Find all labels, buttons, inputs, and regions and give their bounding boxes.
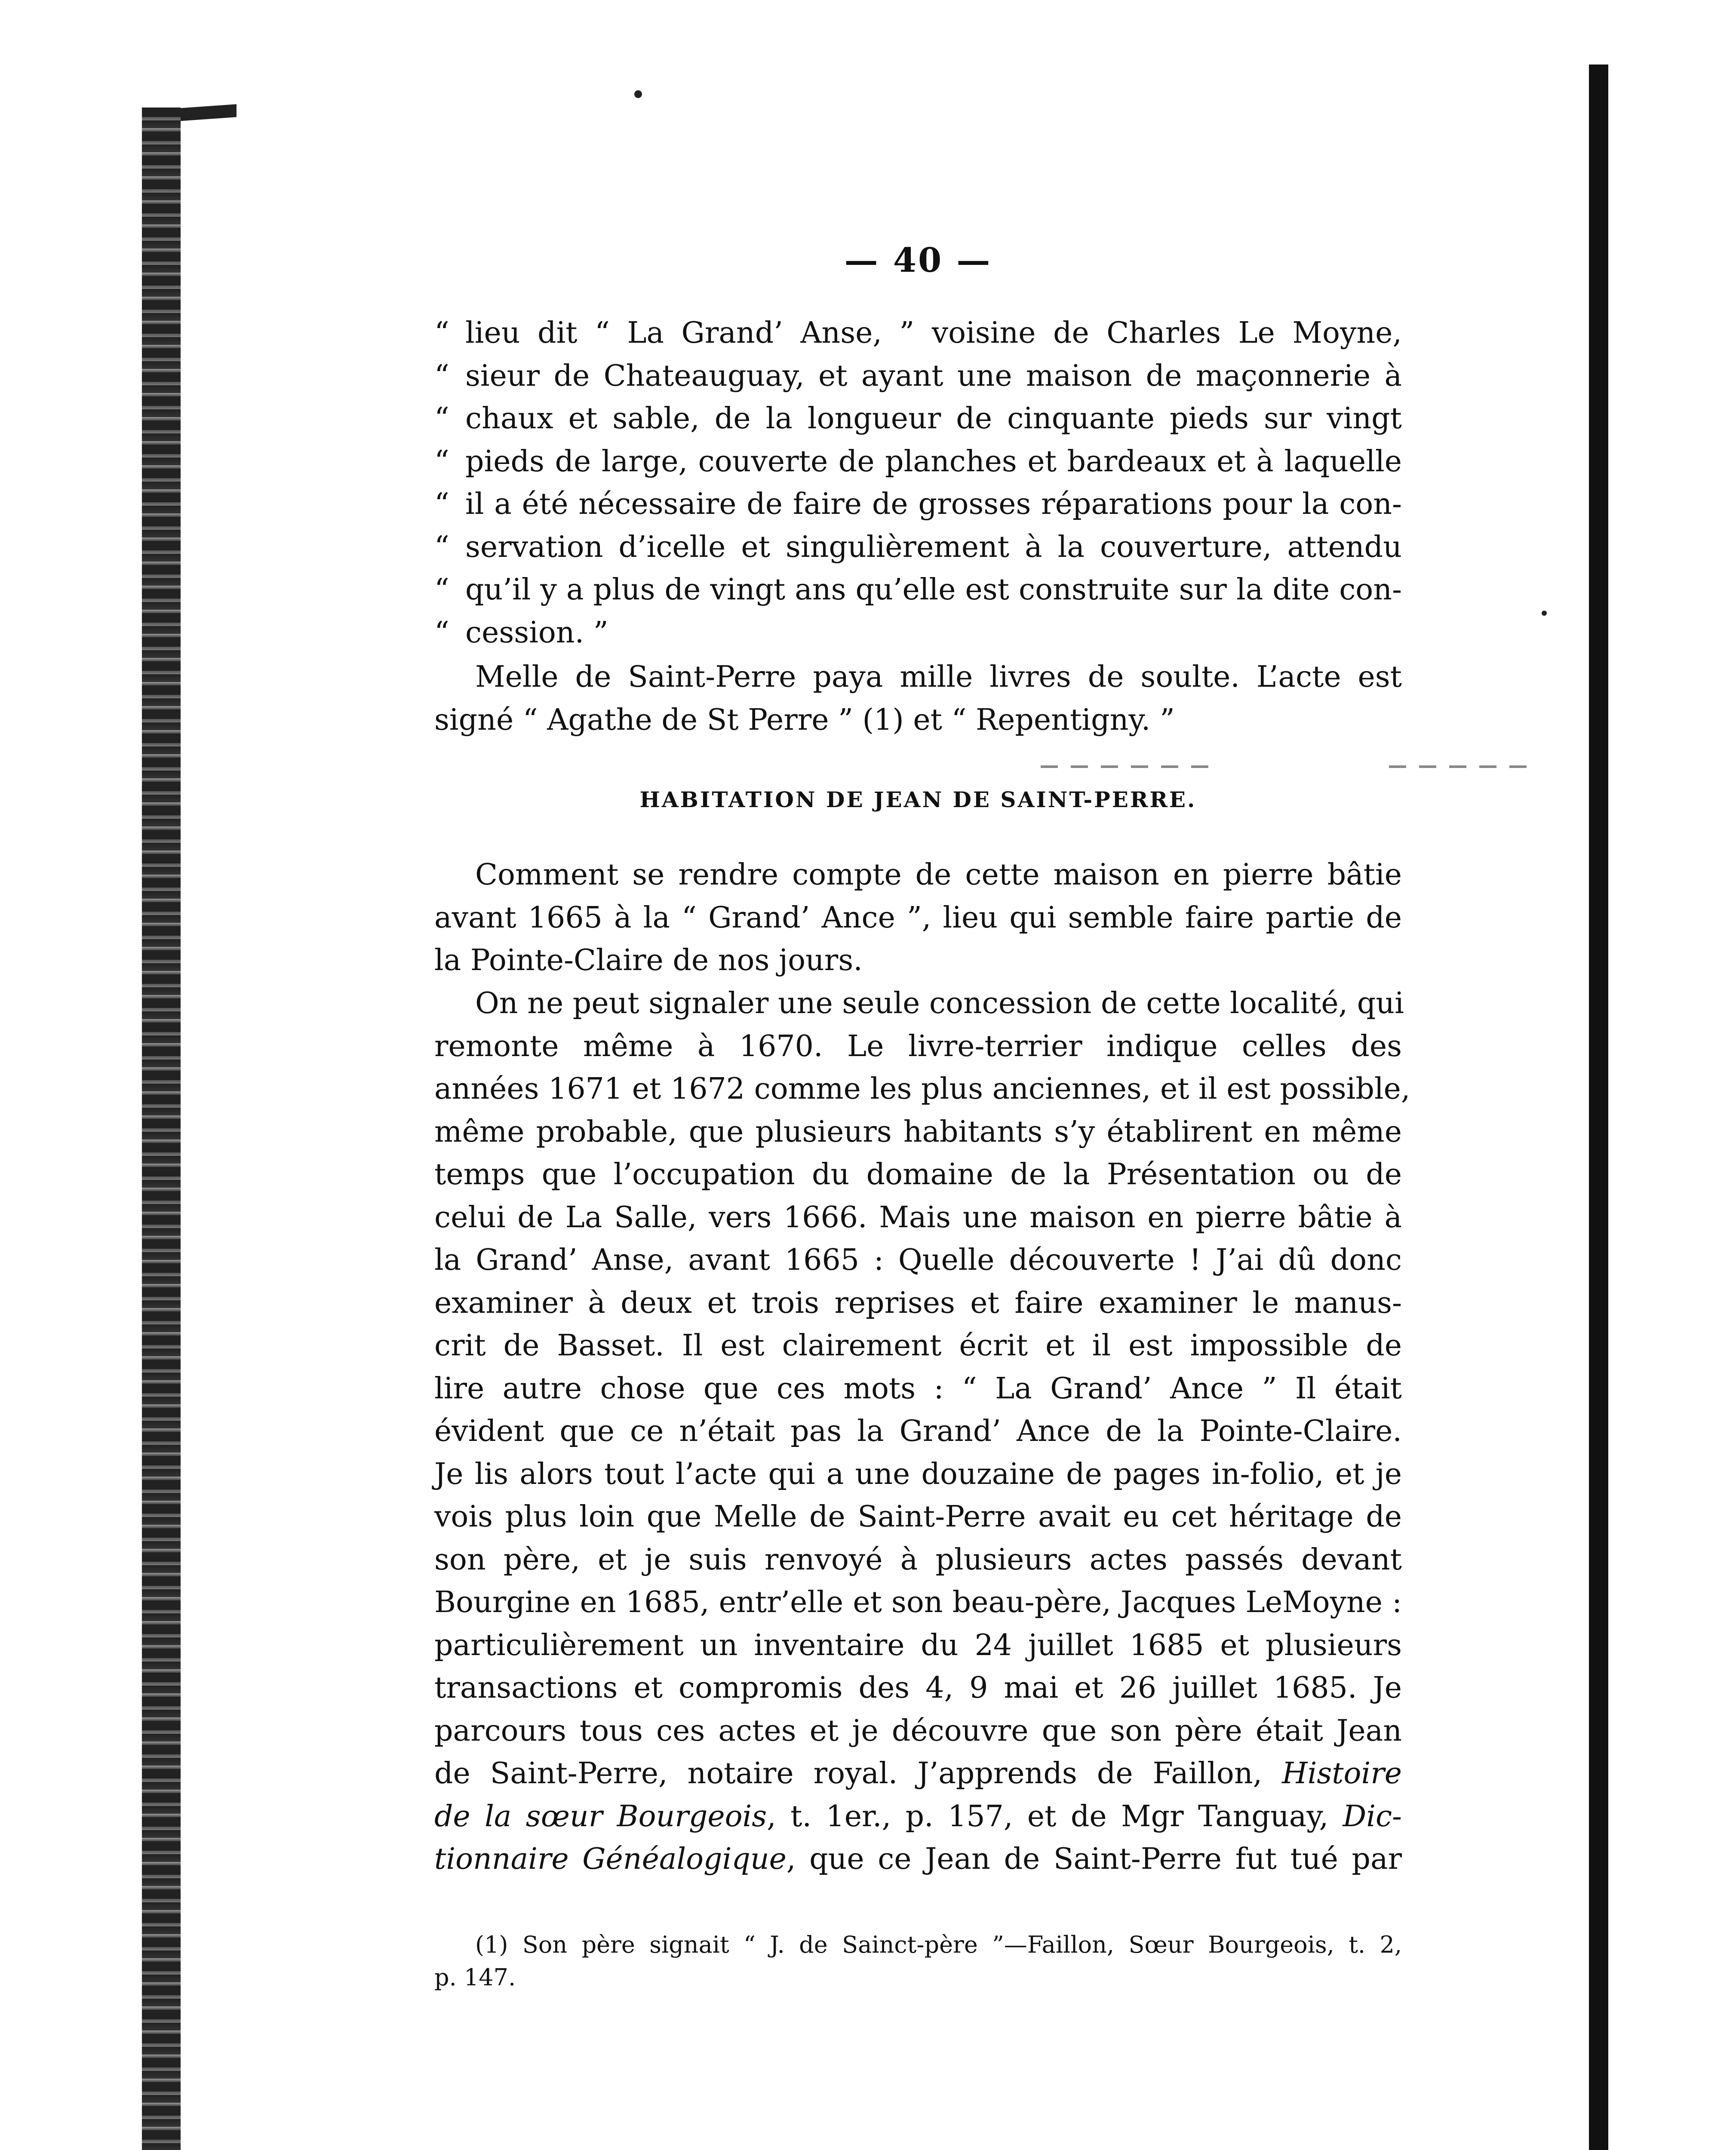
paragraph-line: crit de Basset. Il est clairement écrit et il est impossible de — [434, 1329, 1402, 1363]
book-title-italic: tionnaire Généalogique — [434, 1842, 787, 1876]
paragraph-line: évident que ce n’était pas la Grand’ Ance de la Pointe-Claire. — [434, 1414, 1402, 1448]
quote-line: “ servation d’icelle et singulièrement à la couverture, attendu — [434, 530, 1402, 564]
quote-line: “ pieds de large, couverte de planches et bardeaux et à laquelle — [434, 444, 1402, 479]
scan-faint-rule — [1041, 765, 1221, 768]
quote-line: “ cession. ” — [434, 615, 608, 650]
book-title-italic: Dic- — [1343, 1799, 1402, 1834]
paragraph-line: années 1671 et 1672 comme les plus anciennes, et il est possible, — [434, 1072, 1410, 1106]
paragraph-line: de la sœur Bourgeois, t. 1er., p. 157, et de Mgr Tanguay, Dic- — [434, 1799, 1402, 1834]
paragraph-line: transactions et compromis des 4, 9 mai et 26 juillet 1685. Je — [434, 1671, 1402, 1705]
footnote-line: (1) Son père signait “ J. de Sainct-père ”—Faillon, Sœur Bourgeois, t. 2, — [475, 1931, 1402, 1958]
quote-line: “ il a été nécessaire de faire de grosses réparations pour la con- — [434, 487, 1402, 521]
paragraph-line: même probable, que plusieurs habitants s’y établirent en même — [434, 1115, 1402, 1149]
paragraph-line: vois plus loin que Melle de Saint-Perre avait eu cet héritage de — [434, 1500, 1402, 1534]
section-heading: HABITATION DE JEAN DE SAINT-PERRE. — [639, 787, 1197, 812]
paragraph-line: de Saint-Perre, notaire royal. J’apprends de Faillon, Histoire — [434, 1757, 1402, 1791]
footnote — [434, 1929, 1402, 1994]
paragraph-line: examiner à deux et trois reprises et faire examiner le manus- — [434, 1286, 1402, 1320]
scan-binding-edge — [142, 108, 181, 2150]
paragraph-line: celui de La Salle, vers 1666. Mais une maison en pierre bâtie à — [434, 1200, 1402, 1235]
paragraph-concession — [434, 982, 1410, 1881]
book-title-italic: Histoire — [1282, 1757, 1402, 1791]
quote-line: “ sieur de Chateauguay, et ayant une maison de maçonnerie à — [434, 359, 1402, 393]
paragraph-line: avant 1665 à la “ Grand’ Ance ”, lieu qui semble faire partie de — [434, 900, 1402, 935]
book-title-italic: de la sœur Bourgeois — [434, 1799, 767, 1834]
paragraph-line: parcours tous ces actes et je découvre que son père était Jean — [434, 1714, 1402, 1748]
paragraph-line: particulièrement un inventaire du 24 juillet 1685 et plusieurs — [434, 1628, 1402, 1662]
paragraph-line: temps que l’occupation du domaine de la Présentation ou de — [434, 1158, 1402, 1192]
paragraph-line: On ne peut signaler une seule concession de cette localité, qui — [475, 986, 1404, 1020]
paragraph-line: lire autre chose que ces mots : “ La Grand’ Ance ” Il était — [434, 1371, 1402, 1406]
paragraph-line: Bourgine en 1685, entr’elle et son beau-père, Jacques LeMoyne : — [434, 1585, 1402, 1619]
quote-line: “ qu’il y a plus de vingt ans qu’elle est construite sur la dite con- — [434, 573, 1402, 607]
paragraph-line: Je lis alors tout l’acte qui a une douzaine de pages in-folio, et je — [434, 1457, 1402, 1491]
paragraph-line: son père, et je suis renvoyé à plusieurs actes passés devant — [434, 1542, 1402, 1577]
scan-speck — [1542, 611, 1547, 616]
quoted-passage — [434, 312, 1402, 654]
paragraph-line: la Pointe-Claire de nos jours. — [434, 943, 863, 977]
paragraph-line: la Grand’ Anse, avant 1665 : Quelle découverte ! J’ai dû donc — [434, 1243, 1402, 1277]
paragraph-line: signé “ Agathe de St Perre ” (1) et “ Repentigny. ” — [434, 703, 1175, 737]
paragraph-line: remonte même à 1670. Le livre-terrier indique celles des — [434, 1029, 1402, 1063]
paragraph-line: Comment se rendre compte de cette maison en pierre bâtie — [475, 858, 1402, 892]
quote-line: “ lieu dit “ La Grand’ Anse, ” voisine de Charles Le Moyne, — [434, 316, 1402, 350]
paragraph-soulte — [434, 656, 1402, 741]
paragraph-line: tionnaire Généalogique, que ce Jean de Saint-Perre fut tué par — [434, 1842, 1402, 1876]
paragraph-comment — [434, 854, 1402, 982]
scan-faint-rule — [1389, 765, 1527, 768]
scan-right-edge-bar — [1589, 64, 1608, 2150]
quote-line: “ chaux et sable, de la longueur de cinquante pieds sur vingt — [434, 402, 1402, 436]
footnote-line: p. 147. — [434, 1964, 516, 1991]
page-number: — 40 — — [844, 241, 992, 280]
paragraph-line: Melle de Saint-Perre paya mille livres de soulte. L’acte est — [475, 660, 1402, 694]
scan-speck — [634, 90, 642, 98]
